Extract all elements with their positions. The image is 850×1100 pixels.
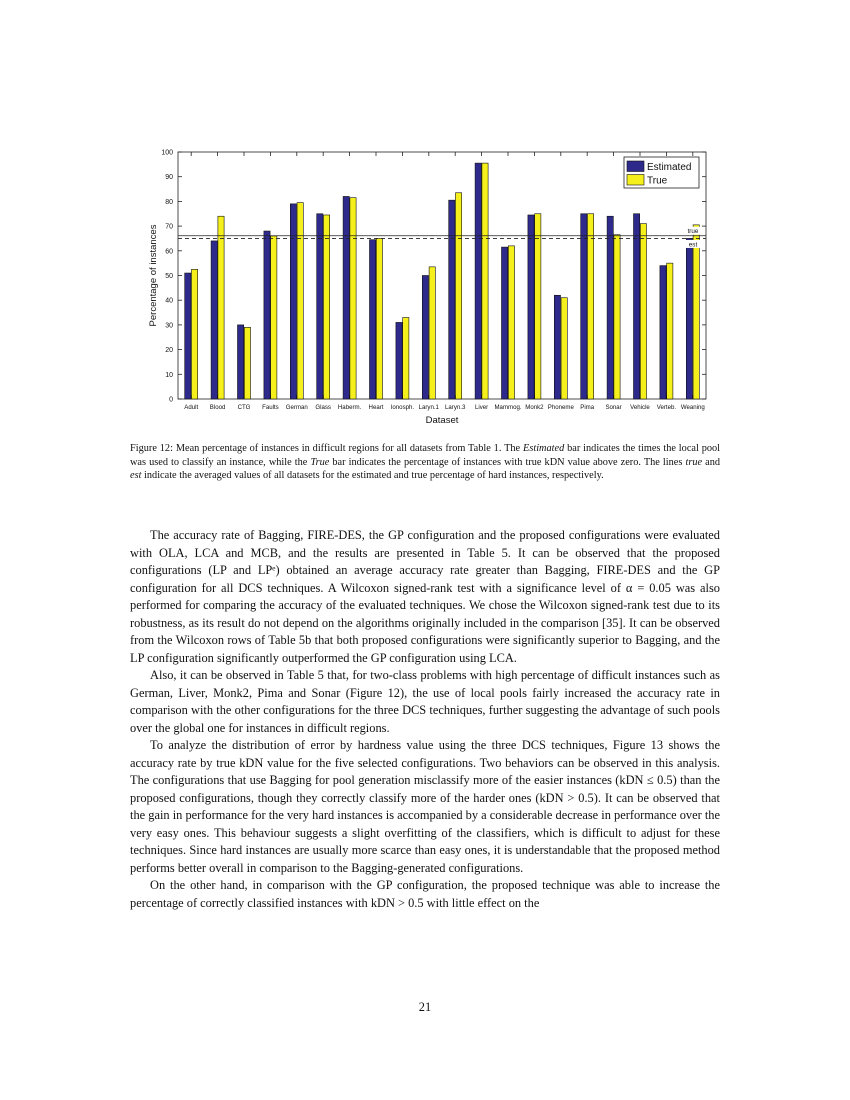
x-tick-label: Blood	[209, 404, 226, 411]
bar-true	[508, 246, 514, 399]
bar-true	[350, 198, 356, 399]
x-tick-label: Verteb.	[656, 404, 677, 411]
y-tick-label: 10	[165, 371, 173, 379]
bar-true	[482, 163, 488, 399]
x-tick-label: Faults	[262, 404, 279, 411]
x-tick-label: Liver	[474, 404, 489, 411]
bar-true	[429, 267, 435, 399]
bar-estimated	[449, 200, 455, 399]
bar-estimated	[686, 238, 692, 399]
bar-estimated	[370, 240, 376, 399]
reference-line-label: est	[688, 241, 698, 249]
paragraph: To analyze the distribution of error by hardness value using the three DCS techniques, Figure 13 shows the accuracy rate by true kDN value for the five selected configurations. Two behaviors can be observed in this analysis. The configurations that use Bagging for pool generation misclassify more of the easier instances (kDN ≤ 0.5) than the proposed configurations, though they correctly classify more of the harder ones (kDN > 0.5). It can be observed that the gain in performance for the very hard instances is accompanied by a considerable decrease in performance over the very easy ones. This behaviour suggests a slight overfitting of the classifiers, which is difficult to adjust for these techniques. Since hard instances are usually more scarce than easy ones, it is understandable that the proposed method performs better overall in comparison to the Bagging-generated configurations.	[130, 738, 720, 875]
caption-and: and	[705, 456, 721, 468]
y-tick-label: 50	[165, 273, 173, 280]
reference-line-label: true	[687, 228, 699, 236]
caption-text-3: bar indicates the percentage of instances with true kDN value above zero. The lines	[332, 456, 683, 468]
bar-estimated	[264, 231, 270, 399]
body-text	[130, 527, 720, 912]
paragraph: On the other hand, in comparison with the GP configuration, the proposed technique was able to increase the percentage of correctly classified instances with kDN > 0.5 with little effect on the	[130, 878, 720, 910]
bar-estimated	[343, 196, 349, 399]
x-tick-label: Laryn.1	[418, 404, 439, 411]
bar-estimated	[634, 214, 640, 399]
bar-estimated	[396, 322, 402, 399]
caption-true-line: true	[685, 456, 703, 468]
legend-label-true: True	[647, 175, 668, 187]
page-number: 21	[418, 1000, 432, 1014]
x-tick-label: Phoneme	[547, 404, 574, 411]
plot-area-frame	[178, 152, 706, 399]
bar-estimated	[317, 214, 323, 399]
x-axis-label: Dataset	[425, 415, 459, 426]
bar-estimated	[581, 214, 587, 399]
bar-estimated	[211, 241, 217, 399]
figure-caption	[130, 442, 720, 483]
bar-true	[218, 216, 224, 399]
caption-text-4: indicate the averaged values of all datasets for the estimated and true percentage of hard instances, respectively.	[144, 470, 604, 481]
bar-estimated	[528, 215, 534, 399]
bar-chart	[130, 140, 720, 430]
bar-true	[588, 214, 594, 399]
paragraph: The accuracy rate of Bagging, FIRE-DES, the GP configuration and the proposed configurations were evaluated with OLA, LCA and MCB, and the results are presented in Table 5. It can be observed that the proposed configurations (LP and LPᵉ) obtained an average accuracy rate greater than Bagging, FIRE-DES and the GP configuration for all DCS techniques. A Wilcoxon signed-rank test with a significance level of α = 0.05 was also performed for comparing the accuracy of the evaluated techniques. We chose the Wilcoxon signed-rank test due to its robustness, as its result do not depend on the algorithms originally included in the comparison [35]. It can be observed from the Wilcoxon rows of Table 5b that both proposed configurations were significantly superior to Bagging, and the LP configuration significantly outperformed the GP configuration using LCA.	[130, 528, 720, 665]
bar-true	[693, 225, 699, 399]
bar-true	[244, 327, 250, 399]
x-tick-label: Adult	[184, 404, 199, 411]
x-tick-label: Glass	[315, 404, 331, 411]
x-tick-label: Mammog.	[494, 404, 522, 411]
bar-estimated	[502, 247, 508, 399]
figure-12	[130, 140, 720, 430]
bar-true	[535, 214, 541, 399]
bar-true	[561, 298, 567, 399]
x-tick-label: CTG	[237, 404, 251, 411]
bar-true	[297, 203, 303, 399]
bar-true	[271, 236, 277, 399]
bar-true	[192, 269, 198, 399]
paragraph: Also, it can be observed in Table 5 that, for two-class problems with high percentage of difficult instances such as German, Liver, Monk2, Pima and Sonar (Figure 12), the use of local pools fairly increased the accuracy rate in comparison with the other configurations for the three DCS techniques, further suggesting the advantage of such pools over the global one for instances in difficult regions.	[130, 668, 720, 735]
bar-true	[456, 193, 462, 399]
caption-est-line: est	[130, 470, 142, 481]
bar-true	[324, 215, 330, 399]
caption-label: Figure 12:	[130, 443, 173, 454]
y-tick-label: 30	[165, 322, 173, 330]
bar-true	[614, 235, 620, 399]
caption-true: True	[310, 456, 330, 468]
x-tick-label: Heart	[368, 404, 384, 411]
legend-swatch-true	[627, 175, 644, 186]
y-tick-label: 0	[169, 396, 173, 404]
y-tick-label: 60	[165, 248, 173, 256]
bar-true	[640, 224, 646, 399]
bar-estimated	[660, 266, 666, 399]
y-tick-label: 100	[161, 149, 173, 157]
x-tick-label: Ionosph.	[390, 404, 415, 411]
bar-estimated	[607, 216, 613, 399]
bar-true	[376, 238, 382, 399]
caption-text-1: Mean percentage of instances in difficult regions for all datasets from Table 1. The	[175, 443, 521, 454]
bar-estimated	[185, 273, 191, 399]
x-tick-label: German	[285, 404, 308, 411]
y-tick-label: 40	[165, 297, 173, 305]
bar-estimated	[290, 204, 296, 399]
caption-estimated: Estimated	[523, 443, 565, 454]
y-tick-label: 70	[165, 223, 173, 231]
bar-estimated	[238, 325, 244, 399]
x-tick-label: Monk2	[525, 404, 544, 411]
legend-swatch-estimated	[627, 161, 644, 172]
bar-estimated	[475, 163, 481, 399]
caption-text-2: bar indicates the times the local pool was used to classify an instance, while the	[130, 443, 721, 468]
legend-label-estimated: Estimated	[647, 162, 692, 173]
x-tick-label: Sonar	[605, 404, 622, 411]
bar-estimated	[422, 276, 428, 400]
x-tick-label: Laryn.3	[445, 404, 466, 411]
bar-true	[403, 317, 409, 399]
bar-true	[667, 263, 673, 399]
y-tick-label: 80	[165, 198, 173, 206]
bar-estimated	[554, 295, 560, 399]
y-axis-label: Percentage of instances	[148, 224, 159, 327]
x-tick-label: Haberm.	[337, 404, 362, 411]
y-tick-label: 90	[165, 174, 173, 182]
x-tick-label: Vehicle	[630, 404, 650, 411]
x-tick-label: Pima	[580, 404, 595, 411]
y-tick-label: 20	[165, 347, 173, 355]
x-tick-label: Weaning	[680, 404, 705, 411]
